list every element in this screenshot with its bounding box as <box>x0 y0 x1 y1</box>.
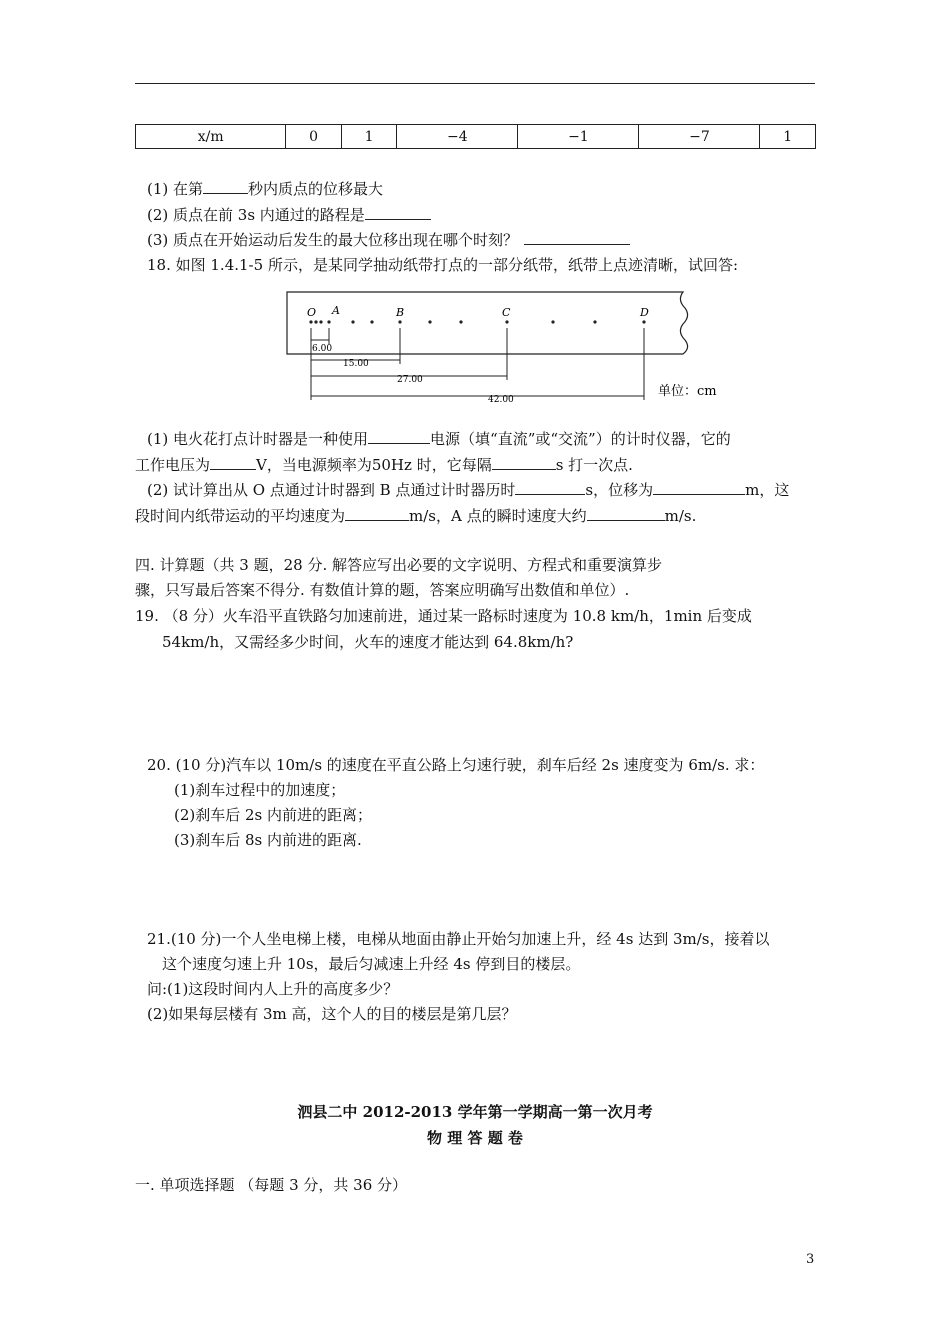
dim-ob: 15.00 <box>343 359 369 369</box>
q17-part1: (1) 在第 秒内质点的位移最大 <box>147 180 384 198</box>
header-rule <box>135 83 815 84</box>
answer-sheet-title: 泗县二中 2012-2013 学年第一学期高一第一次月考 <box>297 1103 653 1121</box>
q20-sub3: (3)刹车后 8s 内前进的距离. <box>174 831 362 849</box>
table-row <box>136 125 816 149</box>
q21-line1: 21.(10 分)一个人坐电梯上楼，电梯从地面由静止开始匀加速上升，经 4s 达到 3m/s，接着以 <box>147 930 770 948</box>
q18-part1-line2: 工作电压为 V，当电源频率为50Hz 时，它每隔 s 打一次点. <box>135 456 633 474</box>
section4-heading-line2: 骤，只写最后答案不得分. 有数值计算的题，答案应明确写出数值和单位）. <box>135 581 630 599</box>
tape-outline <box>287 292 688 354</box>
answer-blank[interactable] <box>587 505 665 521</box>
q18-part2-line2: 段时间内纸带运动的平均速度为 m/s，A 点的瞬时速度大约 m/s. <box>135 507 697 525</box>
page-number: 3 <box>806 1252 815 1267</box>
paper-tape-figure <box>285 288 717 413</box>
position-table <box>135 124 816 149</box>
answer-sheet-subtitle: 物 理 答 题 卷 <box>427 1129 523 1147</box>
answer-blank[interactable] <box>492 454 556 470</box>
label-d: D <box>640 306 649 319</box>
table-cell: −1 <box>518 125 639 149</box>
tape-dots <box>309 320 645 323</box>
answer-blank[interactable] <box>368 428 430 444</box>
answer-blank[interactable] <box>210 454 256 470</box>
q21-sub2: (2)如果每层楼有 3m 高，这个人的目的楼层是第几层？ <box>147 1005 517 1023</box>
answer-sheet-section1: 一. 单项选择题 （每题 3 分，共 36 分） <box>135 1176 408 1194</box>
q18-intro: 18. 如图 1.4.1-5 所示，是某同学抽动纸带打点的一部分纸带，纸带上点迹清晰，试回答: <box>147 256 738 274</box>
answer-blank[interactable] <box>345 505 409 521</box>
answer-blank[interactable] <box>653 479 745 495</box>
table-cell-label: x/m <box>136 125 286 149</box>
q19-line2: 54km/h，又需经多少时间，火车的速度才能达到 64.8km/h? <box>162 633 574 651</box>
q21-sub1: 问:(1)这段时间内人上升的高度多少？ <box>147 980 399 998</box>
q20-line1: 20. (10 分)汽车以 10m/s 的速度在平直公路上匀速行驶，刹车后经 2s 速度变为 6m/s. 求： <box>147 756 765 774</box>
q20-sub1: (1)刹车过程中的加速度； <box>174 781 346 799</box>
label-c: C <box>502 306 511 319</box>
q17-part3: (3) 质点在开始运动后发生的最大位移出现在哪个时刻？ <box>147 229 630 250</box>
answer-blank[interactable] <box>524 229 630 245</box>
dim-od: 42.00 <box>488 395 514 405</box>
label-o: O <box>307 306 317 319</box>
table-cell: 1 <box>341 125 396 149</box>
label-a: A <box>332 304 340 317</box>
dim-oa: 6.00 <box>312 344 333 354</box>
table-cell: 0 <box>286 125 341 149</box>
q19-line1: 19. （8 分）火车沿平直铁路匀加速前进，通过某一路标时速度为 10.8 km/h，1min 后变成 <box>135 607 752 625</box>
table-cell: −7 <box>639 125 760 149</box>
q17-part2: (2) 质点在前 3s 内通过的路程是 <box>147 204 431 225</box>
answer-blank[interactable] <box>203 178 248 194</box>
label-b: B <box>396 306 405 319</box>
answer-blank[interactable] <box>515 479 585 495</box>
unit-label: 单位：cm <box>658 384 717 399</box>
q21-line2: 这个速度匀速上升 10s，最后匀减速上升经 4s 停到目的楼层。 <box>162 955 581 973</box>
dim-oc: 27.00 <box>397 375 423 385</box>
table-cell: 1 <box>760 125 816 149</box>
q18-part1-line1: (1) 电火花打点计时器是一种使用 电源（填“直流”或“交流”）的计时仪器，它的 <box>147 430 731 448</box>
section4-heading-line1: 四. 计算题（共 3 题，28 分. 解答应写出必要的文字说明、方程式和重要演算步 <box>135 556 663 574</box>
table-cell: −4 <box>397 125 518 149</box>
q18-part2-line1: (2) 试计算出从 O 点通过计时器到 B 点通过计时器历时 s，位移为 m，这 <box>147 481 790 499</box>
answer-blank[interactable] <box>365 204 431 220</box>
q20-sub2: (2)刹车后 2s 内前进的距离； <box>174 806 373 824</box>
